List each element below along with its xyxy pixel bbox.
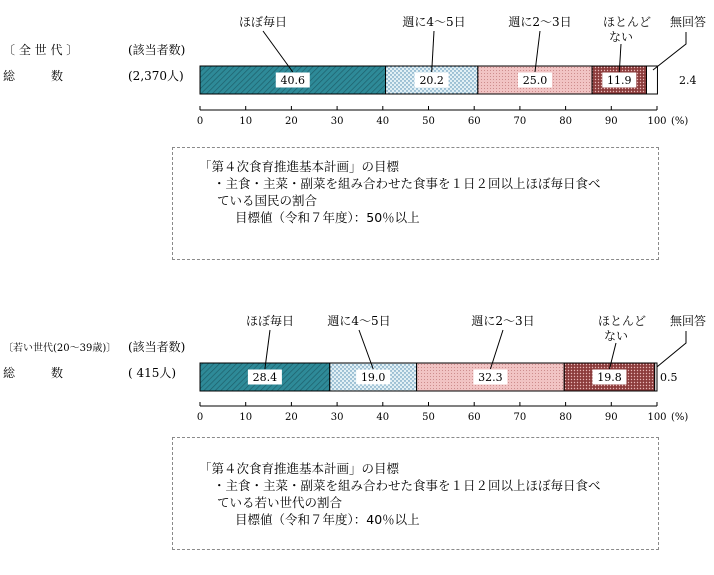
value-label: 19.0 (360, 371, 386, 384)
note-line-2: ている国民の割合 (217, 193, 318, 208)
category-label: 週に4～5日 (402, 15, 466, 29)
x-tick-label: 50 (422, 412, 435, 423)
category-label: 無回答 (669, 15, 707, 29)
x-tick-label: 40 (376, 116, 390, 127)
category-label-cont: ない (603, 329, 629, 343)
group-label: 〔 全 世 代 〕 (3, 43, 79, 57)
note-line-2: ている若い世代の割合 (217, 495, 343, 510)
x-tick-label: 80 (559, 116, 572, 127)
category-label: 無回答 (669, 314, 707, 328)
respondents-header: (該当者数) (128, 340, 186, 354)
note-line-3: 目標値（令和７年度）：40％以上 (235, 512, 420, 527)
x-tick-label: 0 (196, 412, 204, 423)
bar-segment-4 (655, 363, 657, 391)
category-label: 週に4～5日 (327, 314, 391, 328)
x-tick-label: 30 (330, 116, 344, 127)
x-tick-label: 100 (647, 116, 667, 127)
value-label: 19.8 (597, 371, 622, 384)
x-tick-label: 0 (196, 116, 204, 127)
x-tick-label: 60 (467, 412, 481, 423)
note-line-1: ・主食・主菜・副菜を組み合わせた食事を１日２回以上ほぼ毎日食べ (213, 176, 601, 191)
chart-1 (3, 313, 706, 423)
x-tick-label: 50 (422, 116, 435, 127)
respondents-header: (該当者数) (128, 43, 186, 57)
group-label: 〔若い世代(20～39歳)〕 (3, 343, 117, 354)
x-tick-label: 80 (559, 412, 572, 423)
target-note-box-young (172, 437, 659, 550)
value-label: 25.0 (522, 74, 548, 87)
x-axis-unit: (%) (671, 412, 689, 423)
x-tick-label: 90 (604, 116, 618, 127)
category-label: ほとんど (602, 15, 652, 29)
target-note-box-all (172, 147, 659, 260)
note-title: 「第４次食育推進基本計画」の目標 (199, 159, 400, 174)
total-count: ( 415人) (128, 366, 177, 380)
category-label: 週に2～3日 (471, 314, 535, 328)
value-label: 2.4 (679, 74, 697, 87)
value-label: 0.5 (660, 371, 678, 384)
leader-line (653, 32, 686, 70)
x-tick-label: 70 (513, 412, 527, 423)
x-axis-unit: (%) (671, 116, 689, 127)
x-tick-label: 100 (647, 412, 667, 423)
value-label: 28.4 (252, 371, 278, 384)
leader-line (657, 331, 686, 367)
x-tick-label: 20 (285, 412, 298, 423)
total-label: 総 数 (3, 69, 64, 83)
x-tick-label: 90 (604, 412, 618, 423)
x-tick-label: 20 (285, 116, 298, 127)
x-tick-label: 60 (467, 116, 481, 127)
value-label: 40.6 (280, 74, 306, 87)
x-tick-label: 30 (330, 412, 344, 423)
x-tick-label: 40 (376, 412, 390, 423)
value-label: 11.9 (607, 74, 632, 87)
x-tick-label: 70 (513, 116, 527, 127)
x-tick-label: 10 (239, 412, 253, 423)
category-label: ほぼ毎日 (245, 314, 295, 328)
category-label: ほとんど (597, 314, 647, 328)
total-count: (2,370人) (128, 69, 184, 83)
value-label: 20.2 (419, 74, 444, 87)
note-title: 「第４次食育推進基本計画」の目標 (199, 461, 400, 476)
value-label: 32.3 (478, 371, 503, 384)
total-label: 総 数 (3, 366, 64, 380)
category-label: ほぼ毎日 (238, 15, 288, 29)
bar-segment-4 (646, 66, 657, 94)
note-line-1: ・主食・主菜・副菜を組み合わせた食事を１日２回以上ほぼ毎日食べ (213, 478, 601, 493)
category-label: 週に2～3日 (508, 15, 572, 29)
category-label-cont: ない (608, 30, 634, 44)
chart-0 (3, 14, 706, 127)
note-line-3: 目標値（令和７年度）：50％以上 (235, 210, 420, 225)
x-tick-label: 10 (239, 116, 253, 127)
